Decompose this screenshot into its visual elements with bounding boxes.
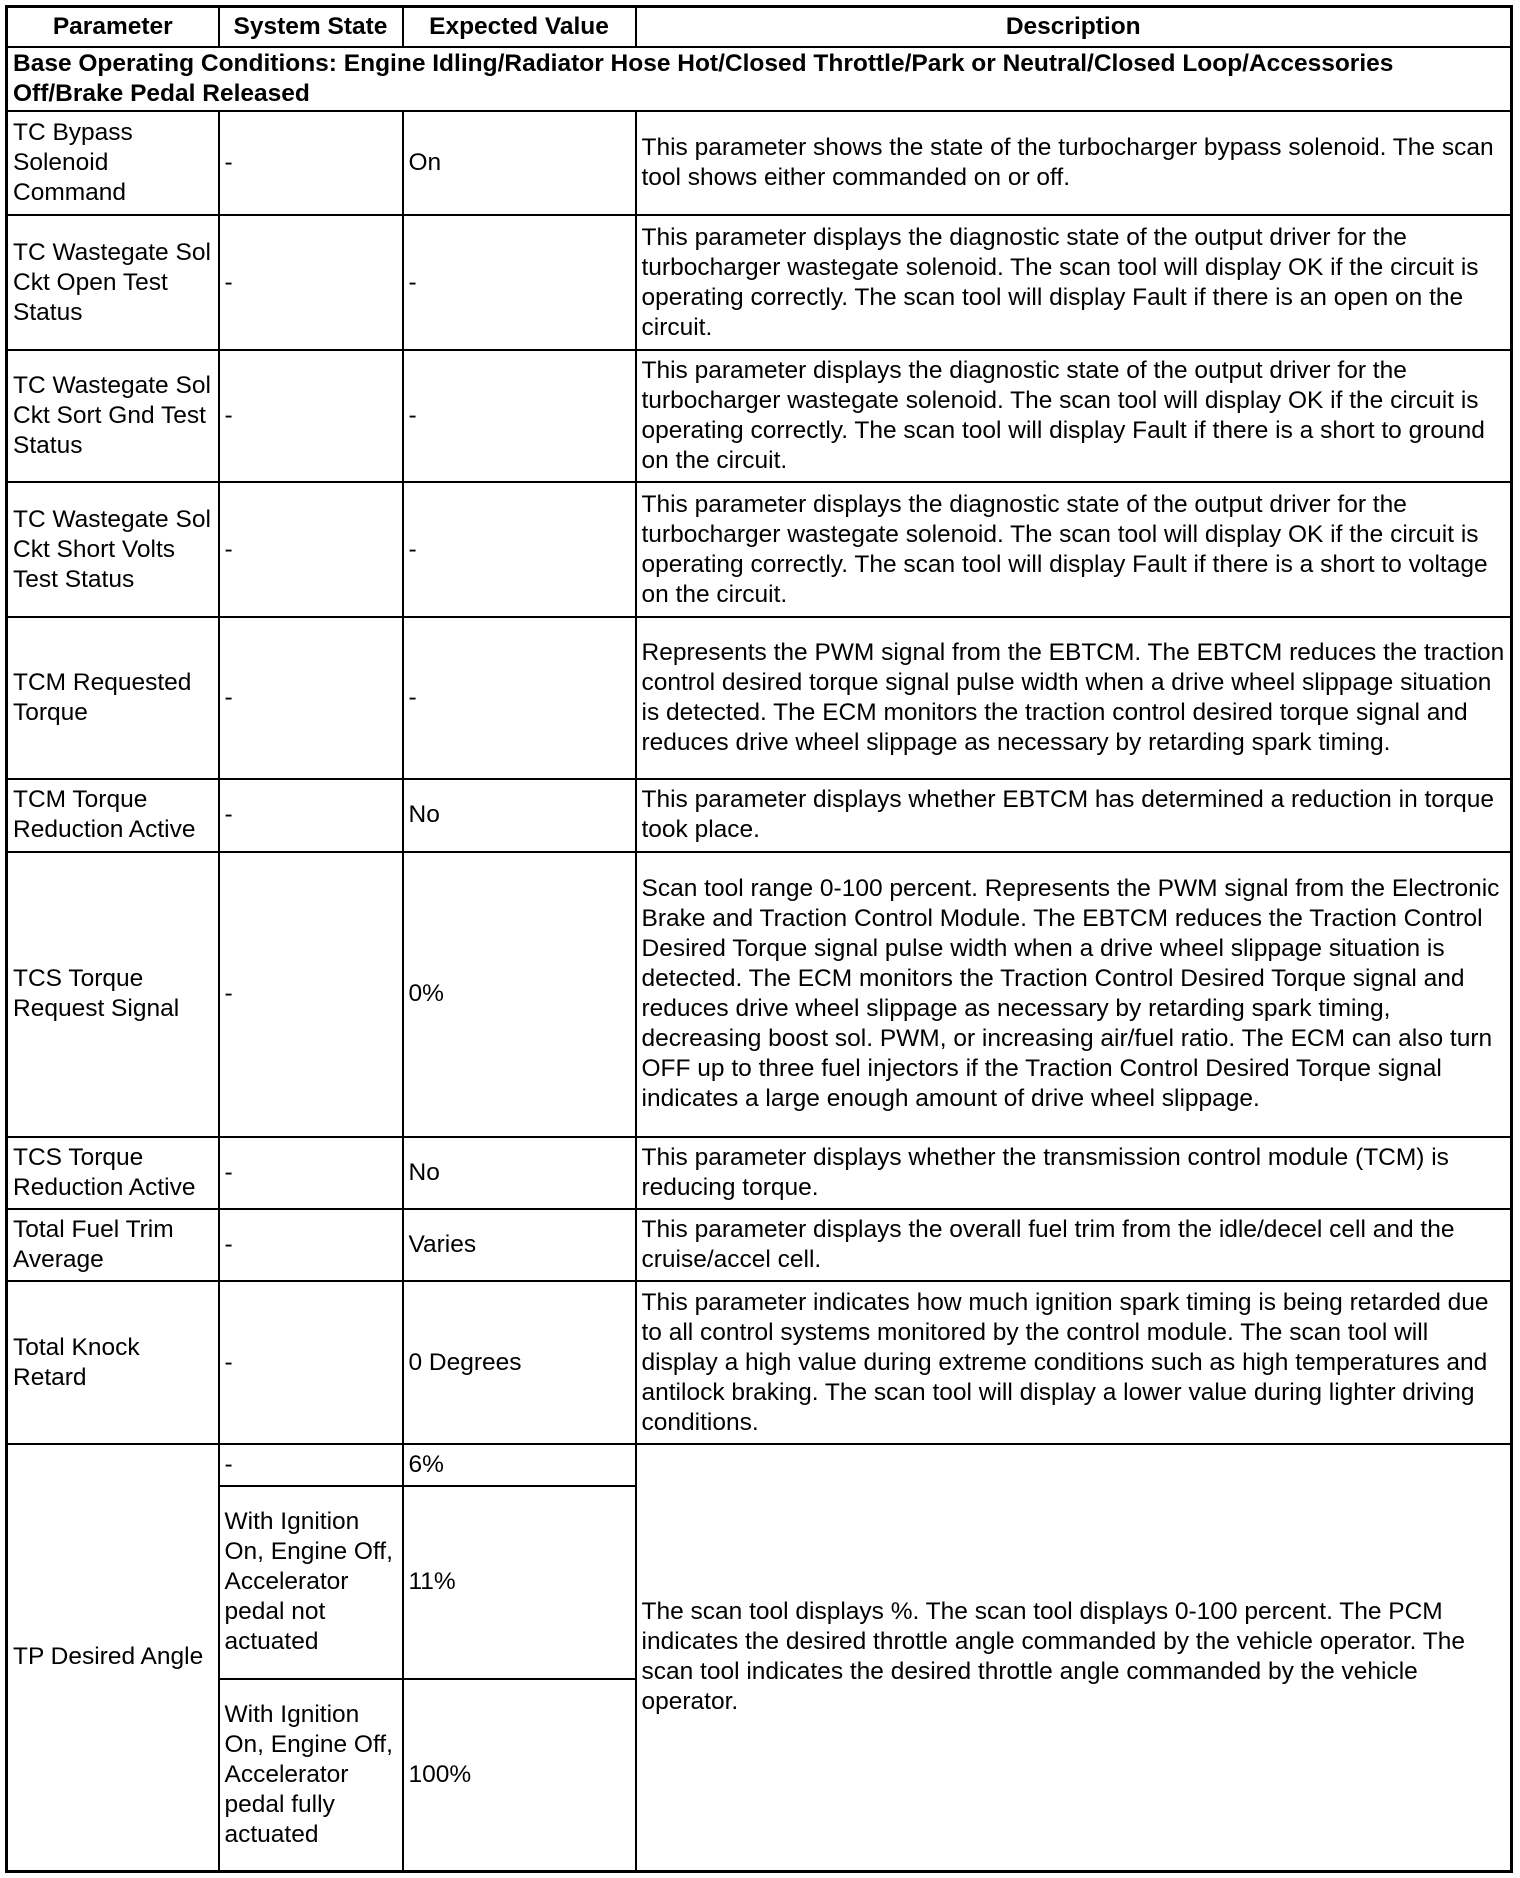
system-state-cell: With Ignition On, Engine Off, Accelerator pedal fully actuated xyxy=(219,1679,403,1872)
expected-value-cell: 0 Degrees xyxy=(403,1281,636,1444)
base-conditions: Base Operating Conditions: Engine Idling/Radiator Hose Hot/Closed Throttle/Park or Neutral/Closed Loop/Accessories Off/Brake Pedal Released xyxy=(7,47,1512,111)
table-row xyxy=(7,779,1512,851)
table-row xyxy=(7,617,1512,780)
description-cell: This parameter displays the diagnostic state of the output driver for the turbocharger wastegate solenoid. The scan tool will display OK if the circuit is operating correctly. The scan tool will display Fault if there is an open on the circuit. xyxy=(636,215,1512,350)
description-cell: This parameter displays the diagnostic state of the output driver for the turbocharger wastegate solenoid. The scan tool will display OK if the circuit is operating correctly. The scan tool will display Fault if there is a short to voltage on the circuit. xyxy=(636,482,1512,617)
header-parameter: Parameter xyxy=(7,7,219,47)
header-expected-value: Expected Value xyxy=(403,7,636,47)
header-description: Description xyxy=(636,7,1512,47)
base-conditions-row xyxy=(7,47,1512,111)
table-row xyxy=(7,1137,1512,1209)
expected-value-cell: - xyxy=(403,215,636,350)
system-state-cell: - xyxy=(219,482,403,617)
description-cell: This parameter indicates how much ignition spark timing is being retarded due to all control systems monitored by the control module. The scan tool will display a high value during extreme conditions such as high temperatures and antilock braking. The scan tool will display a lower value during lighter driving conditions. xyxy=(636,1281,1512,1444)
parameter-cell: TC Wastegate Sol Ckt Short Volts Test Status xyxy=(7,482,219,617)
system-state-cell: - xyxy=(219,1137,403,1209)
expected-value-cell: No xyxy=(403,1137,636,1209)
description-cell: This parameter displays the overall fuel trim from the idle/decel cell and the cruise/accel cell. xyxy=(636,1209,1512,1281)
expected-value-cell: - xyxy=(403,350,636,482)
description-cell: Scan tool range 0-100 percent. Represents the PWM signal from the Electronic Brake and Traction Control Module. The EBTCM reduces the Traction Control Desired Torque signal pulse width when a drive wheel slippage situation is detected. The ECM monitors the Traction Control Desired Torque signal and reduces drive wheel slippage as necessary by retarding spark timing, decreasing boost sol. PWM, or increasing air/fuel ratio. The ECM can also turn OFF up to three fuel injectors if the Traction Control Desired Torque signal indicates a large enough amount of drive wheel slippage. xyxy=(636,852,1512,1137)
header-system-state: System State xyxy=(219,7,403,47)
expected-value-cell: - xyxy=(403,617,636,780)
expected-value-cell: 100% xyxy=(403,1679,636,1872)
table-row xyxy=(7,1444,1512,1486)
expected-value-cell: Varies xyxy=(403,1209,636,1281)
description-cell: This parameter displays the diagnostic state of the output driver for the turbocharger wastegate solenoid. The scan tool will display OK if the circuit is operating correctly. The scan tool will display Fault if there is a short to ground on the circuit. xyxy=(636,350,1512,482)
expected-value-cell: 11% xyxy=(403,1486,636,1679)
system-state-cell: - xyxy=(219,1281,403,1444)
parameter-cell: TCS Torque Reduction Active xyxy=(7,1137,219,1209)
table-row xyxy=(7,1209,1512,1281)
table-row xyxy=(7,350,1512,482)
system-state-cell: - xyxy=(219,1209,403,1281)
expected-value-cell: 6% xyxy=(403,1444,636,1486)
table-row xyxy=(7,215,1512,350)
parameter-cell: TCS Torque Request Signal xyxy=(7,852,219,1137)
description-cell: The scan tool displays %. The scan tool displays 0-100 percent. The PCM indicates the desired throttle angle commanded by the vehicle operator. The scan tool indicates the desired throttle angle commanded by the vehicle operator. xyxy=(636,1444,1512,1872)
parameter-cell: TP Desired Angle xyxy=(7,1444,219,1872)
parameter-cell: TC Bypass Solenoid Command xyxy=(7,111,219,215)
description-cell: This parameter displays whether the transmission control module (TCM) is reducing torque. xyxy=(636,1137,1512,1209)
system-state-cell: - xyxy=(219,215,403,350)
expected-value-cell: - xyxy=(403,482,636,617)
description-cell: This parameter displays whether EBTCM has determined a reduction in torque took place. xyxy=(636,779,1512,851)
description-cell: Represents the PWM signal from the EBTCM. The EBTCM reduces the traction control desired torque signal pulse width when a drive wheel slippage situation is detected. The ECM monitors the traction control desired torque signal and reduces drive wheel slippage as necessary by retarding spark timing. xyxy=(636,617,1512,780)
parameter-table xyxy=(5,5,1513,1873)
table-row xyxy=(7,482,1512,617)
table-row xyxy=(7,852,1512,1137)
expected-value-cell: 0% xyxy=(403,852,636,1137)
parameter-cell: TC Wastegate Sol Ckt Sort Gnd Test Status xyxy=(7,350,219,482)
system-state-cell: With Ignition On, Engine Off, Accelerator pedal not actuated xyxy=(219,1486,403,1679)
parameter-cell: Total Fuel Trim Average xyxy=(7,1209,219,1281)
system-state-cell: - xyxy=(219,350,403,482)
parameter-cell: TCM Torque Reduction Active xyxy=(7,779,219,851)
system-state-cell: - xyxy=(219,617,403,780)
system-state-cell: - xyxy=(219,111,403,215)
expected-value-cell: On xyxy=(403,111,636,215)
table-row xyxy=(7,1281,1512,1444)
expected-value-cell: No xyxy=(403,779,636,851)
parameter-cell: TC Wastegate Sol Ckt Open Test Status xyxy=(7,215,219,350)
system-state-cell: - xyxy=(219,852,403,1137)
parameter-cell: Total Knock Retard xyxy=(7,1281,219,1444)
table-row xyxy=(7,111,1512,215)
description-cell: This parameter shows the state of the turbocharger bypass solenoid. The scan tool shows either commanded on or off. xyxy=(636,111,1512,215)
system-state-cell: - xyxy=(219,1444,403,1486)
system-state-cell: - xyxy=(219,779,403,851)
parameter-cell: TCM Requested Torque xyxy=(7,617,219,780)
table-header-row xyxy=(7,7,1512,47)
